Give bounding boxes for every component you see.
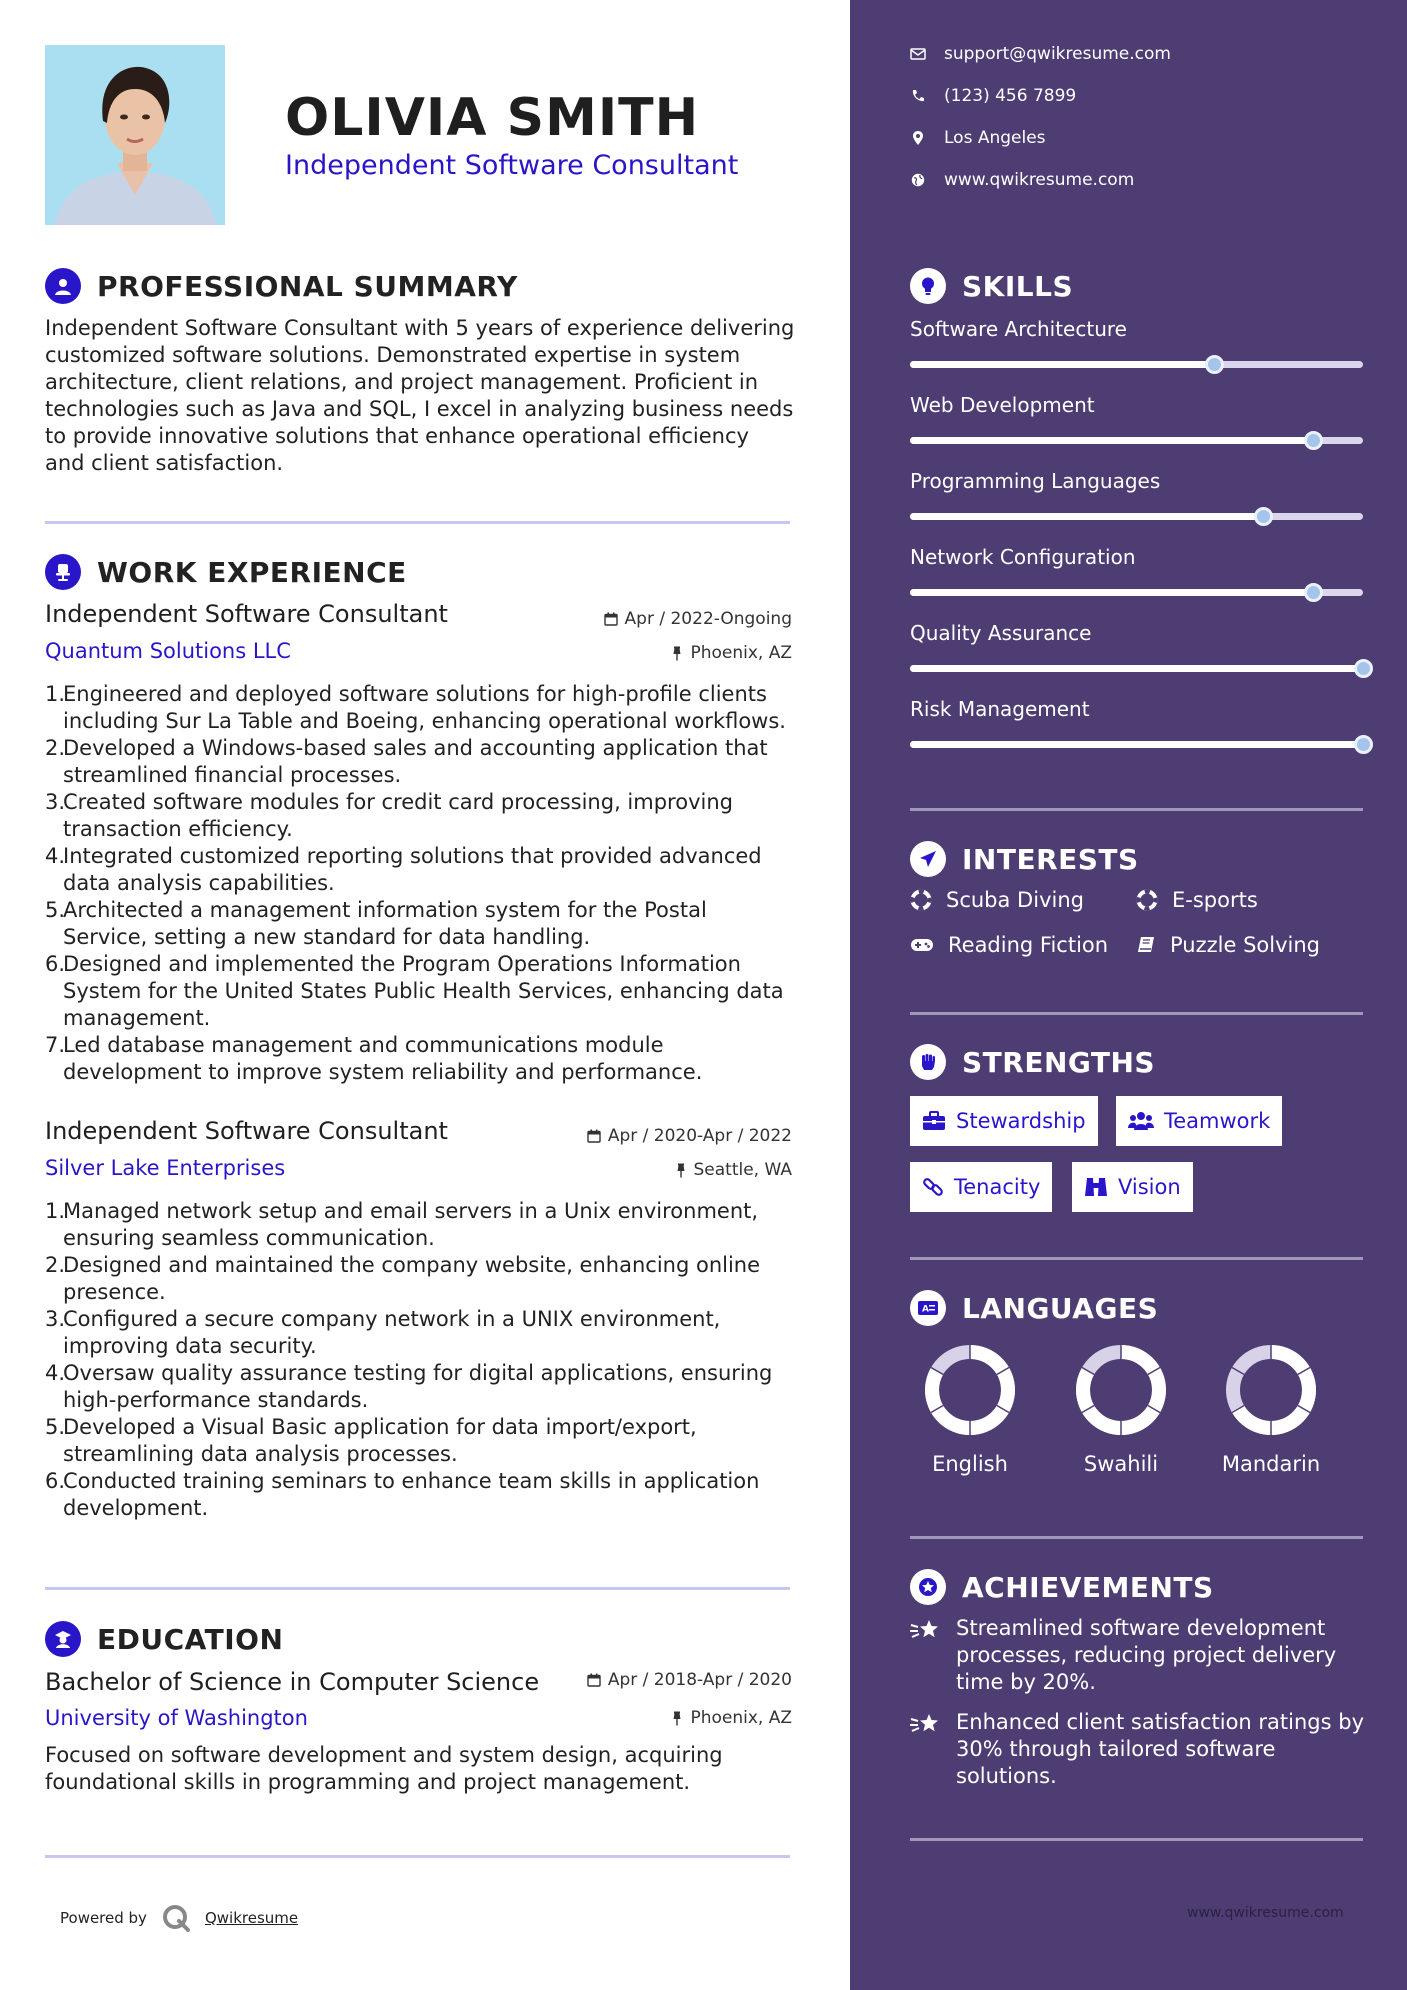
skill-level-knob	[1205, 355, 1224, 374]
profile-photo	[45, 45, 225, 225]
contact-email[interactable]	[910, 44, 1171, 64]
interest-item	[910, 933, 1108, 957]
briefcase-icon	[922, 1111, 946, 1131]
svg-text:A: A	[922, 1304, 929, 1315]
list-item: 5. Developed a Visual Basic application for data import/export, streamlining data analysis processes.	[45, 1415, 697, 1466]
education-text: Focused on software development and system design, acquiring foundational skills in programming and project management.	[45, 1743, 723, 1794]
list-item: 2. Developed a Windows-based sales and accounting application that streamlined financial processes.	[45, 736, 768, 787]
job-location-text: Phoenix, AZ	[690, 643, 792, 663]
job-title: Independent Software Consultant	[45, 1117, 448, 1145]
summary-title: PROFESSIONAL SUMMARY	[97, 269, 518, 303]
achievement-item	[910, 1615, 1370, 1696]
contact-location	[910, 128, 1046, 148]
list-item: 2. Designed and maintained the company website, enhancing online presence.	[45, 1253, 761, 1304]
person-portrait-icon	[45, 45, 225, 225]
skill-label: Network Configuration	[910, 545, 1136, 569]
strength-label: Tenacity	[954, 1175, 1041, 1199]
school-name: University of Washington	[45, 1706, 308, 1730]
contact-location-text: Los Angeles	[944, 128, 1046, 148]
skill-bar-fill	[910, 437, 1313, 444]
globe-icon	[911, 173, 925, 187]
job-location	[671, 643, 792, 663]
job-date	[587, 1126, 792, 1146]
strength-label: Vision	[1118, 1175, 1181, 1199]
languages-title: LANGUAGES	[962, 1291, 1159, 1325]
list-item: 3. Configured a secure company network in a UNIX environment, improving data security.	[45, 1307, 721, 1358]
users-icon	[1128, 1111, 1154, 1131]
achievements-title: ACHIEVEMENTS	[962, 1570, 1214, 1604]
interests-title: INTERESTS	[962, 842, 1139, 876]
strength-tag	[910, 1162, 1052, 1212]
link-icon	[922, 1176, 944, 1198]
calendar-icon	[587, 1673, 601, 1687]
degree-title: Bachelor of Science in Computer Science	[45, 1668, 540, 1696]
skill-bar	[910, 589, 1363, 596]
strengths-title: STRENGTHS	[962, 1045, 1156, 1079]
divider	[45, 521, 790, 524]
powered-by-label: Powered by	[60, 1909, 147, 1927]
divider	[910, 1536, 1363, 1539]
list-item: 5. Architected a management information system for the Postal Service, setting a new standard for data handling.	[45, 898, 707, 949]
language-proficiency-ring	[1223, 1342, 1319, 1438]
divider	[45, 1587, 790, 1590]
interest-item	[910, 888, 1084, 912]
office-chair-icon	[45, 554, 81, 590]
skills-title: SKILLS	[962, 269, 1074, 303]
experience-heading	[45, 554, 407, 590]
skill-label: Quality Assurance	[910, 621, 1092, 645]
experience-title: WORK EXPERIENCE	[97, 555, 407, 589]
language-item	[1201, 1342, 1341, 1476]
list-item: 3. Created software modules for credit card processing, improving transaction efficiency.	[45, 790, 733, 841]
divider	[910, 1012, 1363, 1015]
skill-bar	[910, 665, 1363, 672]
powered-by	[60, 1903, 298, 1933]
skill-bar-fill	[910, 665, 1363, 672]
list-item: 1. Managed network setup and email servers in a Unix environment, ensuring seamless communication.	[45, 1199, 759, 1250]
star-badge-icon	[910, 1569, 946, 1605]
candidate-name: OLIVIA SMITH	[285, 88, 700, 148]
skill-bar-fill	[910, 361, 1214, 368]
skill-label: Software Architecture	[910, 317, 1127, 341]
achievements-heading	[910, 1569, 1214, 1605]
strengths-heading	[910, 1044, 1155, 1080]
job-date-text: Apr / 2022-Ongoing	[624, 609, 792, 629]
skill-label: Programming Languages	[910, 469, 1161, 493]
job-date-text: Apr / 2020-Apr / 2022	[607, 1126, 792, 1146]
strength-tag	[910, 1096, 1098, 1146]
divider	[910, 808, 1363, 811]
job-date	[604, 609, 792, 629]
languages-heading	[910, 1290, 1158, 1326]
book-icon	[1136, 935, 1156, 955]
interest-label: E-sports	[1172, 888, 1258, 912]
summary-heading	[45, 268, 518, 304]
skill-bar	[910, 437, 1363, 444]
skill-bar-fill	[910, 741, 1363, 748]
envelope-icon	[910, 48, 926, 60]
job-duties-list	[45, 681, 795, 1086]
qwikresume-logo-icon	[161, 1903, 191, 1933]
education-location-text: Phoenix, AZ	[690, 1708, 792, 1728]
strength-label: Teamwork	[1164, 1109, 1271, 1133]
map-pin-icon	[913, 131, 923, 145]
shooting-star-icon	[910, 1618, 940, 1642]
interest-label: Scuba Diving	[946, 888, 1084, 912]
candidate-role: Independent Software Consultant	[285, 150, 739, 181]
skill-bar-fill	[910, 513, 1263, 520]
list-item: 7. Led database management and communications module development to improve system reliability and performance.	[45, 1033, 703, 1084]
language-proficiency-ring	[1073, 1342, 1169, 1438]
education-location	[671, 1708, 792, 1728]
calendar-icon	[604, 612, 618, 626]
paper-plane-icon	[910, 841, 946, 877]
job-location-text: Seattle, WA	[693, 1160, 792, 1180]
skill-bar	[910, 361, 1363, 368]
interests-heading	[910, 841, 1139, 877]
language-label: Swahili	[1083, 1452, 1159, 1476]
gamepad-icon	[910, 937, 934, 953]
company-name: Silver Lake Enterprises	[45, 1156, 286, 1180]
skill-label: Web Development	[910, 393, 1095, 417]
skill-level-knob	[1354, 735, 1373, 754]
strength-tag	[1116, 1096, 1282, 1146]
contact-phone-text: (123) 456 7899	[944, 86, 1077, 106]
list-item: 1. Engineered and deployed software solutions for high-profile clients including Sur La Table and Boeing, enhancing operational workflows.	[45, 682, 786, 733]
skill-level-knob	[1254, 507, 1273, 526]
pushpin-icon	[675, 1163, 687, 1178]
interest-label: Puzzle Solving	[1170, 933, 1320, 957]
list-item: 4. Integrated customized reporting solutions that provided advanced data analysis capabilities.	[45, 844, 762, 895]
achievement-text: Enhanced client satisfaction ratings by 30% through tailored software solutions.	[956, 1710, 1365, 1788]
contact-phone[interactable]	[910, 86, 1076, 106]
list-item: 6. Conducted training seminars to enhance team skills in application development.	[45, 1469, 760, 1520]
strength-label: Stewardship	[956, 1109, 1086, 1133]
list-item: 4. Oversaw quality assurance testing for digital applications, ensuring high-performance standards.	[45, 1361, 773, 1412]
company-name: Quantum Solutions LLC	[45, 639, 291, 663]
life-ring-icon	[910, 889, 932, 911]
achievement-text: Streamlined software development processes, reducing project delivery time by 20%.	[956, 1616, 1337, 1694]
skill-label: Risk Management	[910, 697, 1090, 721]
binoculars-icon	[1084, 1176, 1108, 1198]
skill-bar	[910, 741, 1363, 748]
skill-bar	[910, 513, 1363, 520]
graduate-icon	[45, 1621, 81, 1657]
phone-icon	[911, 89, 925, 103]
summary-text: Independent Software Consultant with 5 years of experience delivering customized software solutions. Demonstrated expertise in system architecture, client relations, and project management. Proficient in technologies such as Java and SQL, I excel in analyzing business needs to provide innovative solutions that enhance operational efficiency and client satisfaction.	[45, 316, 795, 475]
education-date	[587, 1670, 792, 1690]
job-title: Independent Software Consultant	[45, 600, 448, 628]
footer-website[interactable]: www.qwikresume.com	[1187, 1905, 1344, 1921]
job-duties-list	[45, 1198, 795, 1522]
language-proficiency-ring	[922, 1342, 1018, 1438]
achievement-item	[910, 1709, 1370, 1790]
contact-website-text: www.qwikresume.com	[944, 170, 1135, 190]
language-label: Mandarin	[1221, 1452, 1321, 1476]
language-card-icon	[910, 1290, 946, 1326]
interest-item	[1136, 888, 1258, 912]
lightbulb-icon	[910, 268, 946, 304]
interest-label: Reading Fiction	[948, 933, 1109, 957]
user-icon	[45, 268, 81, 304]
shooting-star-icon	[910, 1712, 940, 1736]
strength-tag	[1072, 1162, 1193, 1212]
education-date-text: Apr / 2018-Apr / 2020	[607, 1670, 792, 1690]
skill-level-knob	[1304, 431, 1323, 450]
language-label: English	[932, 1452, 1008, 1476]
contact-website[interactable]	[910, 170, 1134, 190]
education-heading	[45, 1621, 283, 1657]
divider	[45, 1855, 790, 1858]
calendar-icon	[587, 1129, 601, 1143]
language-item	[1051, 1342, 1191, 1476]
skill-level-knob	[1354, 659, 1373, 678]
life-ring-icon	[1136, 889, 1158, 911]
raised-fist-icon	[910, 1044, 946, 1080]
pushpin-icon	[671, 1711, 683, 1726]
qwikresume-link[interactable]: Qwikresume	[204, 1909, 299, 1927]
language-item	[900, 1342, 1040, 1476]
divider	[910, 1838, 1363, 1841]
divider	[910, 1257, 1363, 1260]
pushpin-icon	[671, 646, 683, 661]
job-location	[675, 1160, 793, 1180]
skills-heading	[910, 268, 1073, 304]
skill-level-knob	[1304, 583, 1323, 602]
education-title: EDUCATION	[97, 1622, 284, 1656]
list-item: 6. Designed and implemented the Program Operations Information System for the United States Public Health Services, enhancing data management.	[45, 952, 784, 1030]
interest-item	[1136, 933, 1320, 957]
contact-email-text: support@qwikresume.com	[944, 44, 1171, 64]
skill-bar-fill	[910, 589, 1313, 596]
